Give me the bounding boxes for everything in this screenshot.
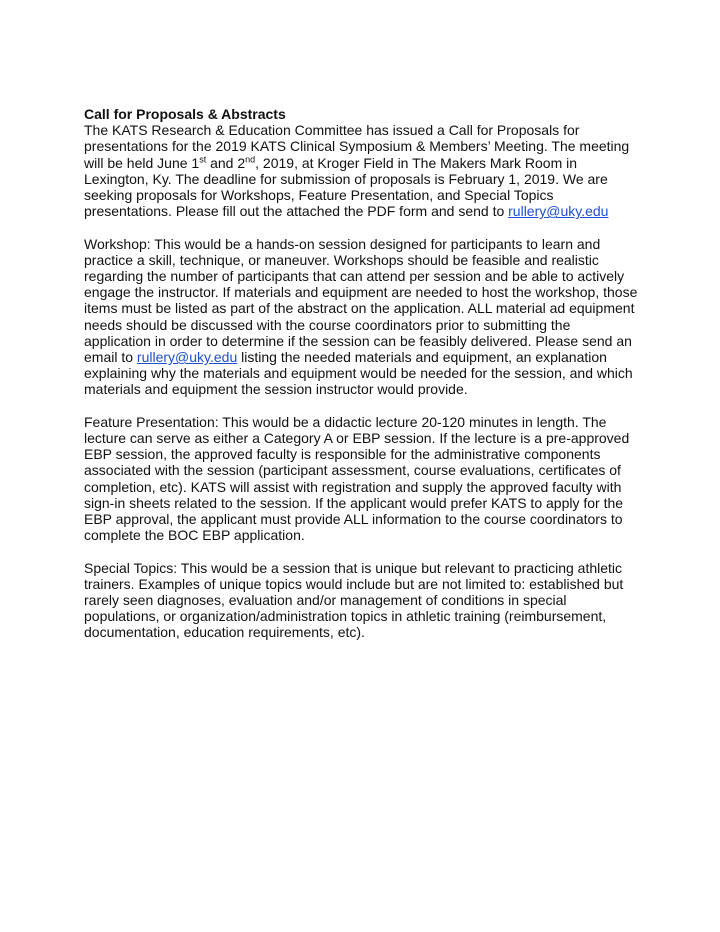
- intro-email-link[interactable]: rullery@uky.edu: [508, 203, 609, 220]
- intro-sup-1: st: [199, 153, 207, 164]
- intro-sup-2: nd: [245, 153, 256, 164]
- document-title: Call for Proposals & Abstracts: [84, 106, 286, 122]
- workshop-text-1: Workshop: This would be a hands-on session designed for participants to learn and practice a skill, technique, or maneuver. Workshops should be feasible and realistic regarding the number of participants that can attend per session and be able to actively engage the instructor. If materials and equipment are needed to host the workshop, those items must be listed as part of the abstract on the application. ALL material ad equipment needs should be discussed with the course coordinators prior to submitting the application in order to determine if the session can be feasibly delivered. Please send an email to: [84, 235, 638, 366]
- document-page: [84, 106, 640, 657]
- workshop-email-link[interactable]: rullery@uky.edu: [136, 349, 238, 366]
- workshop-paragraph: [84, 236, 640, 398]
- feature-presentation-paragraph: Feature Presentation: This would be a didactic lecture 20-120 minutes in length. The lecture can serve as either a Category A or EBP session. If the lecture is a pre-approved EBP session, the approved faculty is responsible for the administrative components associated with the session (participant assessment, course evaluations, certificates of completion, etc). KATS will assist with registration and supply the approved faculty with sign-in sheets related to the session. If the applicant would prefer KATS to apply for the EBP approval, the applicant must provide ALL information to the course coordinators to complete the BOC EBP application.: [84, 413, 630, 544]
- intro-paragraph: [84, 122, 640, 219]
- workshop-text-2: listing the needed materials and equipment, an explanation explaining why the materials and equipment would be needed for the session, and which materials and equipment the session instructor would provide.: [84, 349, 633, 398]
- intro-text-2: and 2: [206, 154, 246, 171]
- intro-text-3: , 2019, at Kroger Field in The Makers Mark Room in Lexington, Ky. The deadline for submission of proposals is February 1, 2019. We are seeking proposals for Workshops, Feature Presentation, and Special Topics presentations. Please fill out the attached the PDF form and send to: [84, 154, 608, 220]
- special-topics-paragraph: Special Topics: This would be a session that is unique but relevant to practicing athletic trainers. Examples of unique topics would include but are not limited to: established but rarely seen diagnoses, evaluation and/or management of conditions in special populations, or organization/administration topics in athletic training (reimbursement, documentation, education requirements, etc).: [84, 559, 624, 641]
- intro-text-1: The KATS Research & Education Committee has issued a Call for Proposals for presentations for the 2019 KATS Clinical Symposium & Members’ Meeting. The meeting will be held June 1: [84, 122, 630, 171]
